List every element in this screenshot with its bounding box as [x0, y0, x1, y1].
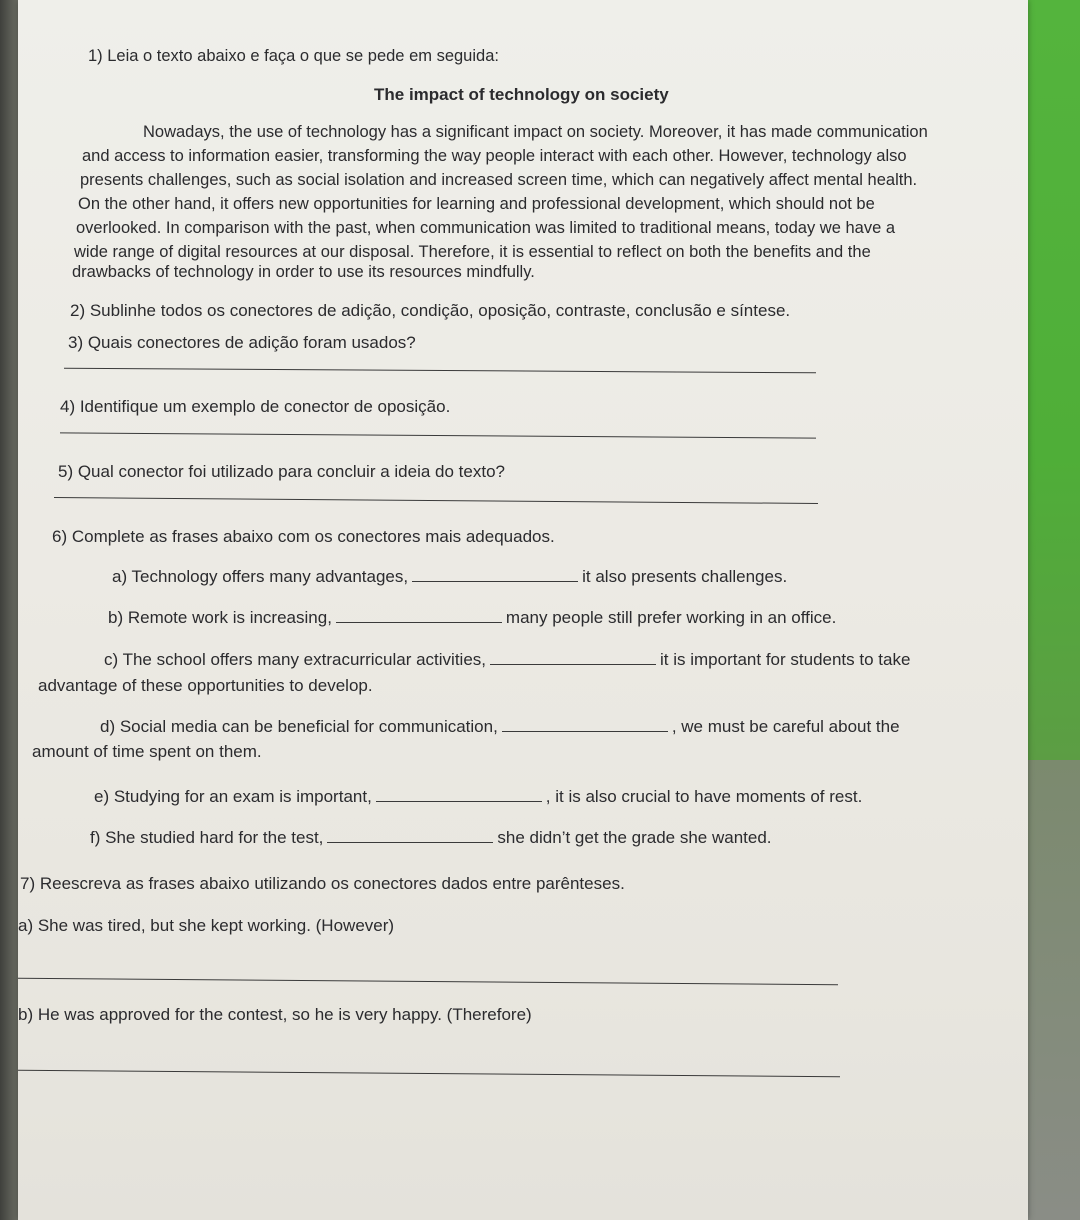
background-right [1022, 760, 1080, 1220]
q6f-sentence [90, 828, 772, 848]
q6f-after: she didn’t get the grade she wanted. [497, 828, 772, 847]
paragraph-line-4: On the other hand, it offers new opportunities for learning and professional development, which should not be [78, 195, 875, 213]
q6f-before: f) She studied hard for the test, [90, 828, 324, 847]
background-green-object [1022, 0, 1080, 760]
q4-text: 4) Identifique um exemplo de conector de oposição. [60, 397, 451, 416]
text-title: The impact of technology on society [374, 85, 669, 104]
worksheet-page [18, 0, 1028, 1220]
paragraph-line-2: and access to information easier, transforming the way people interact with each other. However, technology also [82, 147, 907, 165]
q6d-blank[interactable] [502, 730, 668, 732]
q6b-blank[interactable] [336, 621, 502, 623]
q1-instruction: 1) Leia o texto abaixo e faça o que se pede em seguida: [88, 47, 499, 65]
paragraph-line-1: Nowadays, the use of technology has a significant impact on society. Moreover, it has made communication [143, 123, 928, 141]
q5-answer-line[interactable] [54, 497, 818, 504]
q6a-after: it also presents challenges. [582, 567, 788, 586]
q6e-before: e) Studying for an exam is important, [94, 787, 372, 806]
paragraph-line-5: overlooked. In comparison with the past, when communication was limited to traditional means, today we have a [76, 219, 896, 237]
q7a-sentence: a) She was tired, but she kept working. (However) [18, 916, 395, 935]
q6c-sentence [104, 650, 910, 670]
q5-text: 5) Qual conector foi utilizado para concluir a ideia do texto? [58, 462, 505, 481]
paragraph-line-3: presents challenges, such as social isolation and increased screen time, which can negatively affect mental health. [80, 171, 918, 189]
q6b-before: b) Remote work is increasing, [108, 608, 332, 627]
q6b-sentence [108, 608, 836, 628]
q6e-after: , it is also crucial to have moments of rest. [545, 787, 863, 806]
q3-answer-line[interactable] [64, 368, 816, 374]
q7b-sentence: b) He was approved for the contest, so he is very happy. (Therefore) [18, 1005, 532, 1024]
q6e-sentence [94, 787, 862, 807]
q7a-answer-line[interactable] [18, 978, 838, 985]
q6d-sentence [100, 717, 900, 737]
q6d-before: d) Social media can be beneficial for communication, [100, 717, 498, 736]
q6c-after: it is important for students to take [660, 650, 911, 669]
q6b-after: many people still prefer working in an office. [505, 608, 837, 627]
q6a-sentence [112, 567, 787, 587]
paragraph-line-7: drawbacks of technology in order to use its resources mindfully. [72, 263, 535, 281]
q6c-before: c) The school offers many extracurricular activities, [104, 650, 487, 669]
q3-text: 3) Quais conectores de adição foram usados? [68, 333, 416, 352]
q6c-blank[interactable] [490, 663, 656, 665]
q2-text: 2) Sublinhe todos os conectores de adição, condição, oposição, contraste, conclusão e síntese. [70, 301, 791, 320]
q6-text: 6) Complete as frases abaixo com os conectores mais adequados. [52, 527, 555, 546]
paragraph-line-6: wide range of digital resources at our disposal. Therefore, it is essential to reflect on both the benefits and the [74, 243, 871, 261]
q6e-blank[interactable] [376, 800, 542, 802]
q6d-continuation: amount of time spent on them. [32, 742, 262, 761]
q6d-after: , we must be careful about the [671, 717, 900, 736]
q7-text: 7) Reescreva as frases abaixo utilizando os conectores dados entre parênteses. [20, 874, 625, 893]
q6c-continuation: advantage of these opportunities to develop. [38, 676, 373, 695]
q6a-blank[interactable] [412, 580, 578, 582]
q6f-blank[interactable] [327, 841, 493, 843]
q6a-before: a) Technology offers many advantages, [112, 567, 409, 586]
q4-answer-line[interactable] [60, 432, 816, 438]
q7b-answer-line[interactable] [18, 1070, 840, 1077]
